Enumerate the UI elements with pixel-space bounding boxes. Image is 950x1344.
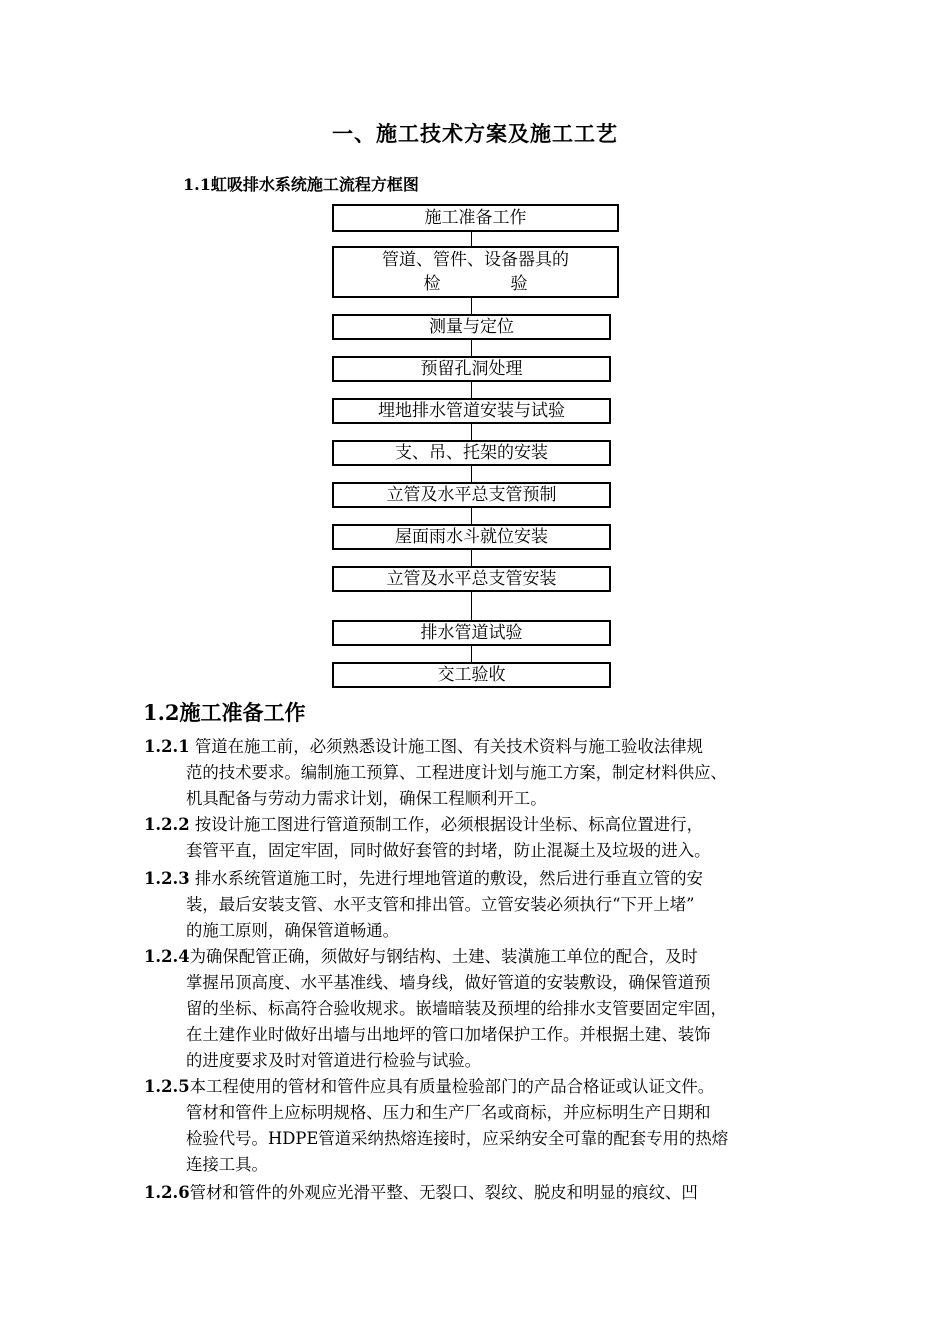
flow-connector <box>471 232 472 246</box>
flow-step-2 <box>332 246 619 298</box>
flowchart-subtitle: 1.1虹吸排水系统施工流程方框图 <box>183 175 419 194</box>
paragraph-1-2-1 <box>144 734 810 812</box>
paragraph-line: 在土建作业时做好出墙与出地坪的管口加堵保护工作。并根据土建、装饰 <box>186 1025 711 1044</box>
flow-connector <box>471 592 472 620</box>
flow-step-2-line2 <box>424 272 528 296</box>
paragraph-number: 1.2.3 <box>144 869 190 888</box>
paragraph-first-line: 排水系统管道施工时，先进行埋地管道的敷设，然后进行垂直立管的安 <box>189 869 703 888</box>
flow-connector <box>471 550 472 566</box>
paragraph-line: 连接工具。 <box>186 1155 268 1174</box>
flow-step-4: 预留孔洞处理 <box>332 356 611 382</box>
flow-connector <box>471 298 472 314</box>
flow-step-2-line1: 管道、管件、设备器具的 <box>382 250 569 270</box>
paragraph-1-2-4 <box>144 944 810 1074</box>
paragraph-line: 掌握吊顶高度、水平基准线、墙身线，做好管道的安装敷设，确保管道预 <box>186 973 711 992</box>
paragraph-1-2-3 <box>144 866 810 944</box>
paragraph-number: 1.2.2 <box>144 815 190 834</box>
paragraph-1-2-2 <box>144 812 810 864</box>
paragraph-line: 机具配备与劳动力需求计划，确保工程顺利开工。 <box>186 789 547 808</box>
paragraph-line: 装，最后安装支管、水平支管和排出管。立管安装必须执行“下开上堵” <box>186 895 695 914</box>
flow-connector <box>471 382 472 398</box>
section-heading: 1.2施工准备工作 <box>143 700 306 725</box>
paragraph-line: 管材和管件上应标明规格、压力和生产厂名或商标，并应标明生产日期和 <box>186 1103 711 1122</box>
paragraph-first-line: 为确保配管正确，须做好与钢结构、土建、装潢施工单位的配合，及时 <box>189 947 698 966</box>
paragraph-number: 1.2.4 <box>144 947 190 966</box>
flow-connector <box>471 340 472 356</box>
flow-step-11: 交工验收 <box>332 662 611 688</box>
paragraph-line: 范的技术要求。编制施工预算、工程进度计划与施工方案，制定材料供应、 <box>186 763 727 782</box>
flow-step-10: 排水管道试验 <box>332 620 611 646</box>
paragraph-number: 1.2.6 <box>144 1183 190 1202</box>
paragraph-number: 1.2.5 <box>144 1077 190 1096</box>
paragraph-line: 的施工原则，确保管道畅通。 <box>186 921 400 940</box>
flow-step-3: 测量与定位 <box>332 314 611 340</box>
flow-step-2-line2-left: 检 <box>423 274 441 294</box>
flow-step-2-line2-right: 验 <box>510 274 528 294</box>
flow-connector <box>471 646 472 662</box>
flow-step-9: 立管及水平总支管安装 <box>332 566 611 592</box>
paragraph-line: 检验代号。HDPE管道采纳热熔连接时，应采纳安全可靠的配套专用的热熔 <box>186 1129 729 1148</box>
flow-connector <box>471 424 472 440</box>
document-title: 一、施工技术方案及施工工艺 <box>332 121 618 146</box>
paragraph-1-2-6 <box>144 1180 810 1206</box>
flow-step-7: 立管及水平总支管预制 <box>332 482 611 508</box>
paragraph-first-line: 管材和管件的外观应光滑平整、无裂口、裂纹、脱皮和明显的痕纹、凹 <box>189 1183 698 1202</box>
flow-step-1: 施工准备工作 <box>332 204 619 232</box>
flow-step-5: 埋地排水管道安装与试验 <box>332 398 611 424</box>
flow-connector <box>471 508 472 524</box>
paragraph-1-2-5 <box>144 1074 810 1178</box>
paragraph-first-line: 本工程使用的管材和管件应具有质量检验部门的产品合格证或认证文件。 <box>189 1077 715 1096</box>
flow-connector <box>471 466 472 482</box>
flow-step-6: 支、吊、托架的安装 <box>332 440 611 466</box>
paragraph-line: 的进度要求及时对管道进行检验与试验。 <box>186 1051 482 1070</box>
paragraph-line: 留的坐标、标高符合验收规求。嵌墙暗装及预埋的给排水支管要固定牢固， <box>186 999 727 1018</box>
paragraph-line: 套管平直，固定牢固，同时做好套管的封堵，防止混凝土及垃圾的进入。 <box>186 841 711 860</box>
paragraph-first-line: 按设计施工图进行管道预制工作，必须根据设计坐标、标高位置进行， <box>189 815 703 834</box>
paragraph-first-line: 管道在施工前，必须熟悉设计施工图、有关技术资料与施工验收法律规 <box>189 737 703 756</box>
flow-step-8: 屋面雨水斗就位安装 <box>332 524 611 550</box>
paragraph-number: 1.2.1 <box>144 737 190 756</box>
